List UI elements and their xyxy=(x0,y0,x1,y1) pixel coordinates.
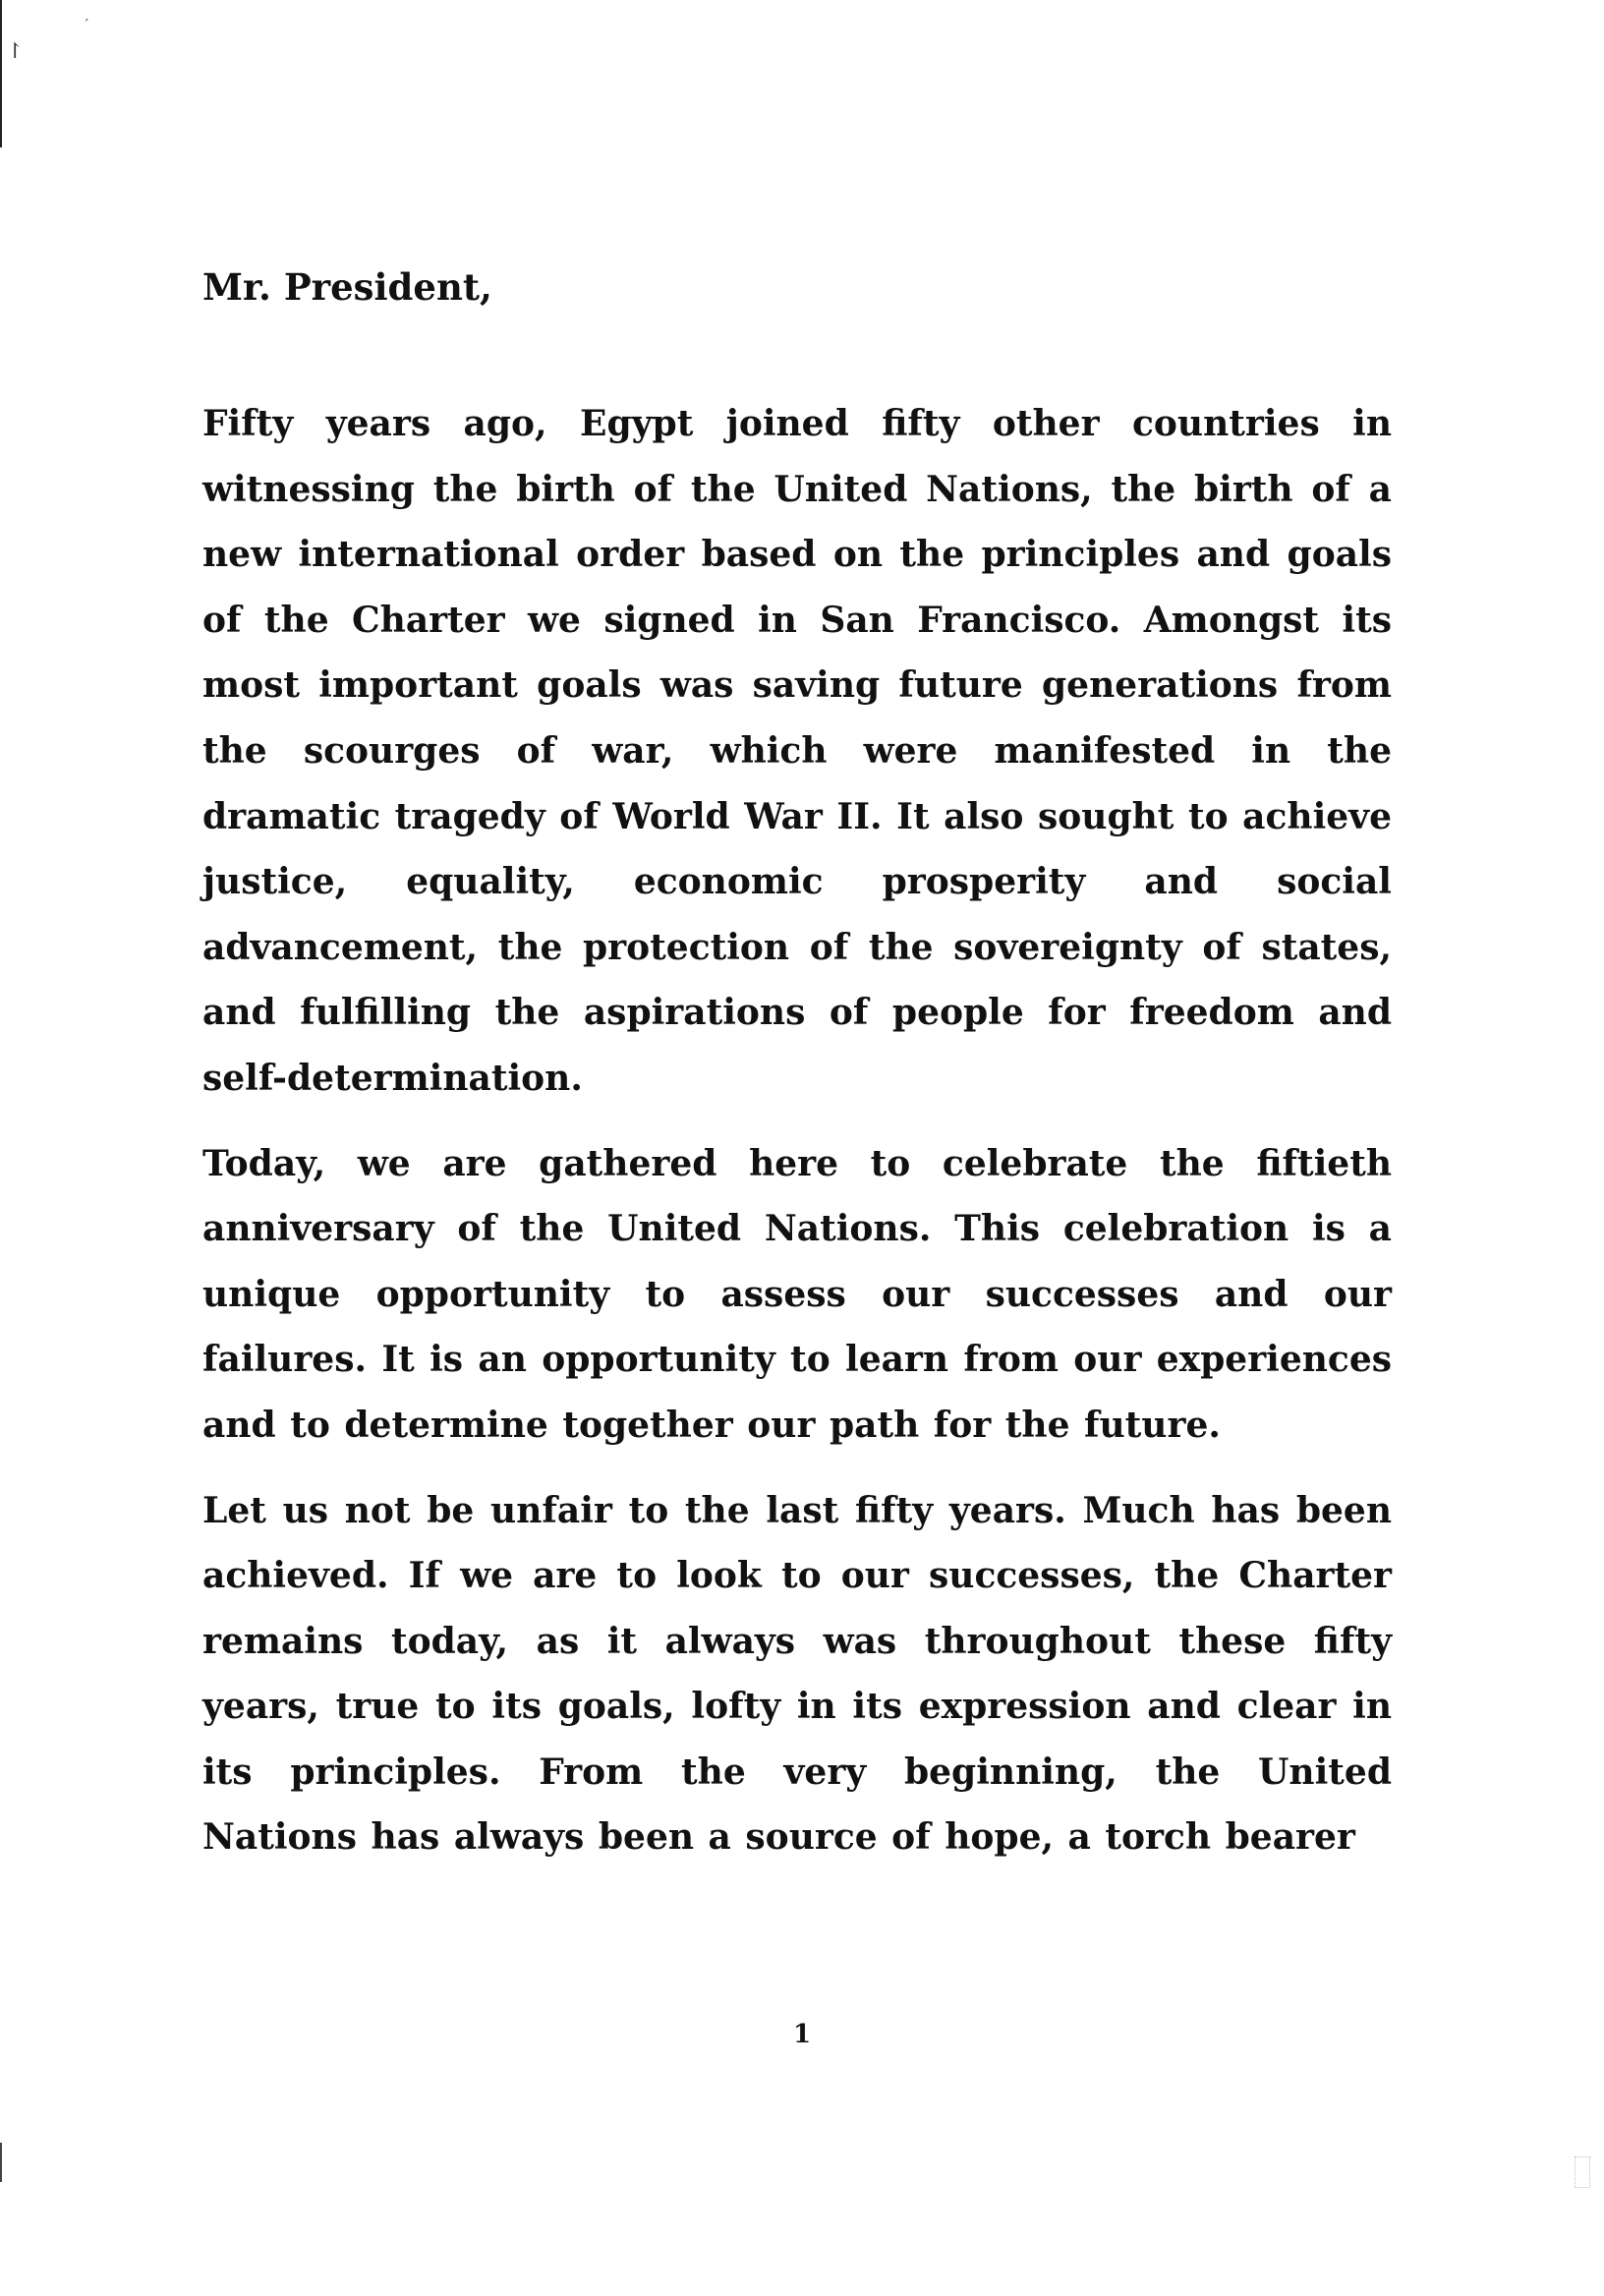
scan-edge-mark xyxy=(0,0,2,147)
scan-noise-artifact xyxy=(1575,2156,1590,2188)
scan-artifact-icon: ↾ xyxy=(6,39,25,64)
paragraph-2: Today, we are gathered here to celebrate the fiftieth anniversary of the United Nations. This celebration is a unique opportunity to assess our successes and our failures. It is an opportunity to learn from our experiences and to determine together our path for the future. xyxy=(202,1142,1392,1446)
scan-speck-icon: ˊ xyxy=(83,18,89,33)
paragraph-3: Let us not be unfair to the last fifty years. Much has been achieved. If we are to look to our successes, the Charter remains today, as it always was throughout these fifty years, true to its goals, lofty in its expression and clear in its principles. From the very beginning, the United Nations has always been a source of hope, a torch bearer xyxy=(202,1489,1392,1859)
paragraph-1: Fifty years ago, Egypt joined fifty other countries in witnessing the birth of the United Nations, the birth of a new international order based on the principles and goals of the Charter we signed in San Francisco. Amongst its most important goals was saving future generations from the scourges of war, which were manifested in the dramatic tragedy of World War II. It also sought to achieve justice, equality, economic prosperity and social advancement, the protection of the sovereignty of states, and fulfilling the aspirations of people for freedom and self-determination. xyxy=(202,403,1392,1099)
document-body xyxy=(202,265,1392,1890)
scan-edge-mark-bottom xyxy=(0,2143,2,2182)
salutation: Mr. President, xyxy=(202,265,492,309)
page-number: 1 xyxy=(792,2020,812,2049)
